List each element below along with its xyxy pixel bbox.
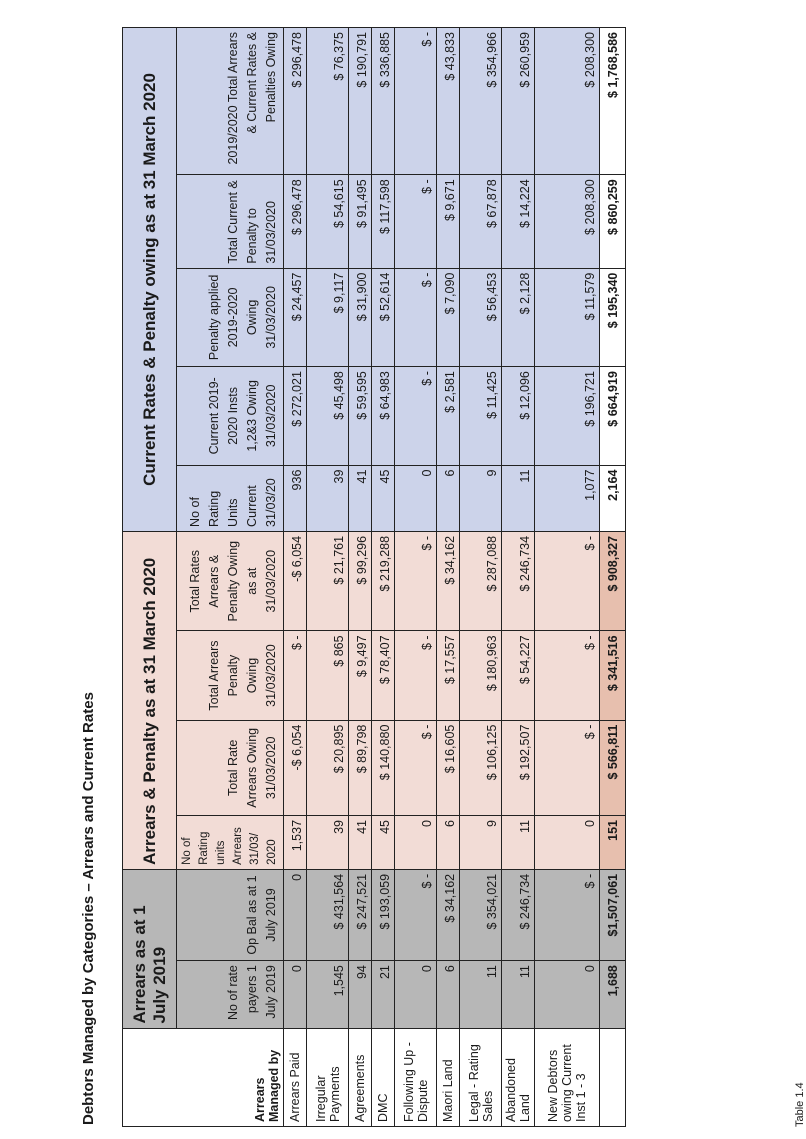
cell-penalty-applied: $ 31,900	[349, 268, 372, 366]
cell-total-current-penalty: $ 208,300	[535, 175, 600, 268]
header-grand-total: 2019/2020 Total Arrears & Current Rates & Penalties Owing	[177, 28, 284, 175]
cell-units-arrears: 41	[349, 815, 372, 869]
cell-opening-balance: $ 246,734	[502, 869, 535, 960]
cell-units-current: 11	[502, 465, 535, 531]
cell-rates-arrears-penalty: $ -	[535, 531, 600, 631]
group-header-current-rates: Current Rates & Penalty owing as at 31 March 2020	[123, 28, 177, 532]
cell-grand-total: $ 296,478	[284, 28, 307, 175]
cell-penalty-applied: $ 56,453	[460, 268, 502, 366]
cell-label: DMC	[372, 1028, 395, 1126]
header-total-rates-arrears-penalty: Total Rates Arrears & Penalty Owing as at 31/03/2020	[177, 531, 284, 631]
cell-current-insts: $ 272,021	[284, 367, 307, 465]
total-units-arrears: 151	[600, 815, 626, 869]
cell-ratepayers: 11	[502, 961, 535, 1028]
cell-opening-balance: $ 431,564	[307, 869, 349, 960]
cell-units-arrears: 9	[460, 815, 502, 869]
header-total-arrears-penalty: Total Arrears Penalty Owing 31/03/2020	[177, 631, 284, 720]
totals-row	[600, 28, 626, 1127]
cell-grand-total: $ 354,966	[460, 28, 502, 175]
table-row	[460, 28, 502, 1127]
cell-label: Arrears Paid	[284, 1028, 307, 1126]
cell-rates-arrears-penalty: $ 99,296	[349, 531, 372, 631]
cell-units-arrears: 45	[372, 815, 395, 869]
cell-rates-arrears-penalty: $ 219,288	[372, 531, 395, 631]
table-body	[284, 28, 626, 1127]
table-row	[502, 28, 535, 1127]
total-ratepayers: 1,688	[600, 961, 626, 1028]
header-no-rating-units-arrears: No of Rating units Arrears 31/03/ 2020	[177, 815, 284, 869]
cell-arrears-penalty: $ -	[284, 631, 307, 720]
cell-current-insts: $ 45,498	[307, 367, 349, 465]
cell-units-arrears: 11	[502, 815, 535, 869]
cell-penalty-applied: $ 2,128	[502, 268, 535, 366]
cell-units-current: 0	[395, 465, 437, 531]
cell-arrears-penalty: $ -	[535, 631, 600, 720]
cell-arrears-penalty: $ 78,407	[372, 631, 395, 720]
header-arrears-managed-by: Arrears Managed by	[123, 1028, 284, 1126]
cell-total-current-penalty: $ 67,878	[460, 175, 502, 268]
total-penalty-applied: $ 195,340	[600, 268, 626, 366]
header-opening-balance: Op Bal as at 1 July 2019	[177, 869, 284, 960]
cell-label: Following Up - Dispute	[395, 1028, 437, 1126]
header-no-of-ratepayers: No of rate payers 1 July 2019	[177, 961, 284, 1028]
debtors-table-panel	[122, 27, 806, 1127]
cell-units-current: 9	[460, 465, 502, 531]
cell-label: Legal - Rating Sales	[460, 1028, 502, 1126]
total-rates-arrears-penalty: $ 908,327	[600, 531, 626, 631]
cell-ratepayers: 0	[535, 961, 600, 1028]
table-row	[284, 28, 307, 1127]
cell-ratepayers: 6	[437, 961, 460, 1028]
cell-rate-arrears: $ 16,605	[437, 720, 460, 815]
header-penalty-applied: Penalty applied 2019-2020 Owing 31/03/2020	[177, 268, 284, 366]
cell-rates-arrears-penalty: $ 287,088	[460, 531, 502, 631]
total-grand-total: $ 1,768,586	[600, 28, 626, 175]
total-current-insts: $ 664,919	[600, 367, 626, 465]
group-header-arrears-penalty: Arrears & Penalty as at 31 March 2020	[123, 531, 177, 869]
table-row	[307, 28, 349, 1127]
cell-units-current: 936	[284, 465, 307, 531]
cell-rates-arrears-penalty: $ 21,761	[307, 531, 349, 631]
cell-total-current-penalty: $ 117,598	[372, 175, 395, 268]
cell-penalty-applied: $ 7,090	[437, 268, 460, 366]
cell-current-insts: $ 12,096	[502, 367, 535, 465]
cell-current-insts: $ 11,425	[460, 367, 502, 465]
cell-units-current: 45	[372, 465, 395, 531]
header-current-instalments: Current 2019-2020 Insts 1,2&3 Owing 31/03/2020	[177, 367, 284, 465]
total-rate-arrears: $ 566,811	[600, 720, 626, 815]
cell-total-current-penalty: $ 54,615	[307, 175, 349, 268]
page-title: Debtors Managed by Categories – Arrears and Current Rates	[80, 692, 97, 1125]
cell-rate-arrears: $ 20,895	[307, 720, 349, 815]
cell-rates-arrears-penalty: $ 246,734	[502, 531, 535, 631]
cell-ratepayers: 21	[372, 961, 395, 1028]
table-row	[349, 28, 372, 1127]
cell-opening-balance: $ 247,521	[349, 869, 372, 960]
cell-current-insts: $ 59,595	[349, 367, 372, 465]
cell-arrears-penalty: $ 9,497	[349, 631, 372, 720]
cell-penalty-applied: $ 9,117	[307, 268, 349, 366]
cell-opening-balance: $ -	[535, 869, 600, 960]
table-row	[437, 28, 460, 1127]
debtors-table	[122, 27, 626, 1127]
cell-units-arrears: 39	[307, 815, 349, 869]
cell-opening-balance: 0	[284, 869, 307, 960]
cell-opening-balance: $ -	[395, 869, 437, 960]
cell-ratepayers: 11	[460, 961, 502, 1028]
cell-opening-balance: $ 354,021	[460, 869, 502, 960]
cell-arrears-penalty: $ -	[395, 631, 437, 720]
cell-rate-arrears: $ -	[395, 720, 437, 815]
cell-grand-total: $ 43,833	[437, 28, 460, 175]
table-caption: Table 1.4	[794, 1082, 806, 1127]
cell-grand-total: $ 190,791	[349, 28, 372, 175]
cell-ratepayers: 0	[284, 961, 307, 1028]
cell-arrears-penalty: $ 180,963	[460, 631, 502, 720]
cell-units-arrears: 0	[535, 815, 600, 869]
cell-units-current: 41	[349, 465, 372, 531]
cell-opening-balance: $ 34,162	[437, 869, 460, 960]
cell-ratepayers: 94	[349, 961, 372, 1028]
cell-ratepayers: 1,545	[307, 961, 349, 1028]
cell-rates-arrears-penalty: -$ 6,054	[284, 531, 307, 631]
cell-current-insts: $ 64,983	[372, 367, 395, 465]
cell-units-arrears: 1,537	[284, 815, 307, 869]
cell-current-insts: $ -	[395, 367, 437, 465]
cell-grand-total: $ 208,300	[535, 28, 600, 175]
total-arrears-penalty: $ 341,516	[600, 631, 626, 720]
header-no-rating-units-current: No of Rating Units Current 31/03/20	[177, 465, 284, 531]
cell-units-current: 1,077	[535, 465, 600, 531]
cell-current-insts: $ 196,721	[535, 367, 600, 465]
cell-penalty-applied: $ 52,614	[372, 268, 395, 366]
header-total-rate-arrears: Total Rate Arrears Owing 31/03/2020	[177, 720, 284, 815]
cell-rate-arrears: $ 140,880	[372, 720, 395, 815]
cell-rate-arrears: -$ 6,054	[284, 720, 307, 815]
cell-grand-total: $ -	[395, 28, 437, 175]
cell-rate-arrears: $ 106,125	[460, 720, 502, 815]
cell-total-current-penalty: $ -	[395, 175, 437, 268]
cell-units-arrears: 6	[437, 815, 460, 869]
cell-current-insts: $ 2,581	[437, 367, 460, 465]
cell-units-arrears: 0	[395, 815, 437, 869]
header-total-current-penalty: Total Current & Penalty to 31/03/2020	[177, 175, 284, 268]
cell-arrears-penalty: $ 54,227	[502, 631, 535, 720]
cell-units-current: 39	[307, 465, 349, 531]
table-row	[535, 28, 600, 1127]
total-units-current: 2,164	[600, 465, 626, 531]
cell-rates-arrears-penalty: $ 34,162	[437, 531, 460, 631]
cell-total-current-penalty: $ 296,478	[284, 175, 307, 268]
cell-rate-arrears: $ -	[535, 720, 600, 815]
cell-grand-total: $ 76,375	[307, 28, 349, 175]
group-header-arrears-1-july: Arrears as at 1 July 2019	[123, 869, 177, 1028]
total-total-current-penalty: $ 860,259	[600, 175, 626, 268]
cell-grand-total: $ 336,885	[372, 28, 395, 175]
cell-grand-total: $ 260,959	[502, 28, 535, 175]
cell-units-current: 6	[437, 465, 460, 531]
cell-ratepayers: 0	[395, 961, 437, 1028]
cell-label: Maori Land	[437, 1028, 460, 1126]
cell-label: Agreements	[349, 1028, 372, 1126]
cell-label: Irregular Payments	[307, 1028, 349, 1126]
cell-penalty-applied: $ 24,457	[284, 268, 307, 366]
cell-arrears-penalty: $ 865	[307, 631, 349, 720]
total-opening-balance: $1,507,061	[600, 869, 626, 960]
cell-label: New Debtors owing Current Inst 1 - 3	[535, 1028, 600, 1126]
cell-rates-arrears-penalty: $ -	[395, 531, 437, 631]
cell-penalty-applied: $ 11,579	[535, 268, 600, 366]
cell-opening-balance: $ 193,059	[372, 869, 395, 960]
table-row	[372, 28, 395, 1127]
cell-rate-arrears: $ 192,507	[502, 720, 535, 815]
total-label	[600, 1028, 626, 1126]
cell-total-current-penalty: $ 9,671	[437, 175, 460, 268]
cell-total-current-penalty: $ 14,224	[502, 175, 535, 268]
cell-total-current-penalty: $ 91,495	[349, 175, 372, 268]
cell-penalty-applied: $ -	[395, 268, 437, 366]
table-row	[395, 28, 437, 1127]
cell-arrears-penalty: $ 17,557	[437, 631, 460, 720]
cell-rate-arrears: $ 89,798	[349, 720, 372, 815]
cell-label: Abandoned Land	[502, 1028, 535, 1126]
